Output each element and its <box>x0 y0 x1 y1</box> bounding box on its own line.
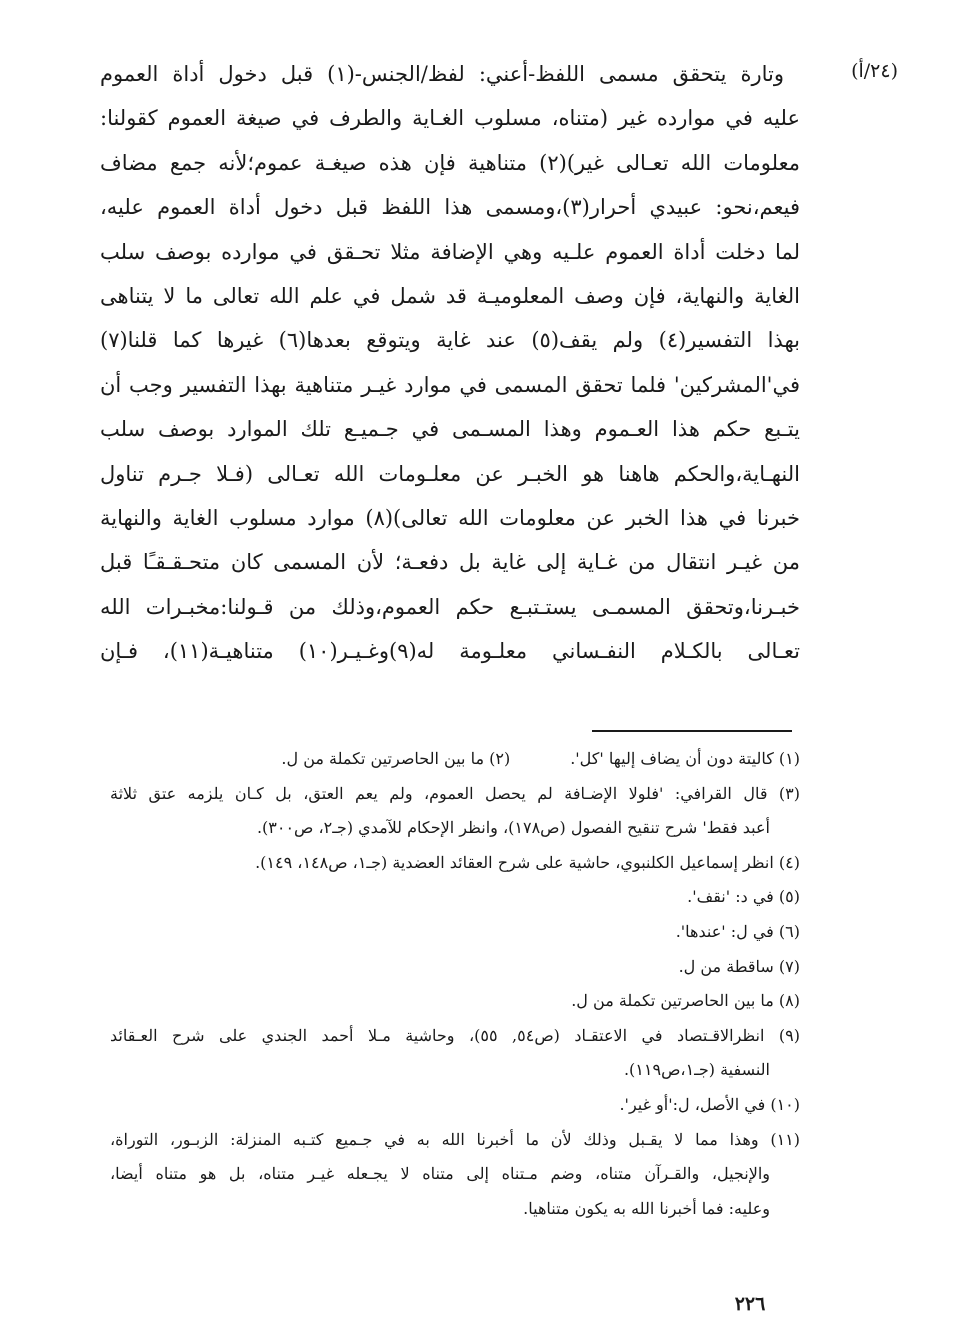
footnote-11-continued: وعليه: فما أخبرنا الله به يكون متناهيا. <box>523 1198 770 1218</box>
footnote-6: (٦) في ل: 'عندها'. <box>675 921 800 941</box>
footnote-11-continued: والإنجيل، والقـرآن متناه، وضم مـتناه إلى متناه لا يجـعله غيـر متناه، بل هو متناه أيضا، <box>110 1164 770 1184</box>
footnote-9: (٩) انظرالاقـتصاد في الاعتقـاد (ص٥٤, ٥٥)، وحاشية مـلا أحمد الجندي على شرح العـقائد <box>110 1025 800 1045</box>
main-text-body <box>100 52 800 673</box>
footnote-3-continued: أعبد فقط' شرح تنقيح الفصول (ص١٧٨)، وانظر الإحكام للآمدي (جـ٢، ص٣٠٠). <box>256 818 770 838</box>
footnote-4: (٤) انظر إسماعيل الكلنبوي، حاشية على شرح العقائد العضدية (جـ١، ص١٤٨، ١٤٩). <box>255 852 800 872</box>
main-text-line: في'المشركين' فلما تحقق المسمى في موارد غيـر متناهية بهذا التفسير وجب أن <box>100 372 800 397</box>
footnote-8: (٨) ما بين الحاصرتين تكملة من ل. <box>571 991 800 1011</box>
footnote-7: (٧) ساقطة من ل. <box>678 956 800 976</box>
main-text-line: تعـالى بالكـلام النفـساني معلـومة له(٩)وغـيـر(١٠) متناهيـة(١١)، فـإن <box>100 639 800 664</box>
main-text-line: بهذا التفسير(٤) ولم يقف(٥) عند غاية ويتوقع بعدها(٦) غيرها كما قلنا(٧) <box>100 328 800 353</box>
footnotes-section <box>110 742 800 1226</box>
main-text-line: لما دخلت أداة العموم علـيه وهي الإضافة مثلا تحـقق في موارده بوصف سلب <box>100 239 800 264</box>
footnote-divider <box>592 730 792 732</box>
main-text-line: خبـرنا،وتحقق المسمـى يستـتبـع حكم العموم،وذلك من قـولنا:مخبـرات الله <box>100 594 800 619</box>
footnote-10: (١٠) في الأصل، ل:'أو غير'. <box>619 1094 800 1114</box>
footnote-5: (٥) في د: 'نقف'. <box>687 887 800 907</box>
footnote-11: (١١) وهذا مما لا يقـبل وذلك لأن ما أخبرنا الله به في جـميع كتـبه المنزلة: الزبـور، التوراة، <box>110 1129 800 1149</box>
main-text-line: خبرنا في هذا الخبر عن معلومات الله تعالى)(٨) موارد مسلوب الغاية والنهاية <box>100 505 800 530</box>
footnote-2: (٢) ما بين الحاصرتين تكملة من ل. <box>281 749 511 768</box>
main-text-line: الغاية والنهاية، فإن وصف المعلوميـة قد شمل في علم الله تعالى ما لا يتناهى <box>100 283 800 308</box>
folio-marker: (٢٤/أ) <box>851 60 898 82</box>
main-text-line: النهـاية،والحكم هاهنا هو الخبـر عن معلـومات الله تعـالى (فـلا جـرم تناول <box>100 461 800 486</box>
page-number: ٢٢٦ <box>734 1293 766 1315</box>
footnote-9-continued: النسفية (جـ١،ص١١٩). <box>623 1060 770 1080</box>
main-text-line: فيعم،نحو: عبيدي أحرار(٣)،ومسمى هذا اللفظ قبل دخول أداة العموم عليه، <box>100 195 800 220</box>
main-text-line: معلومات الله تعـالى غير)(٢) متناهية فإن هذه صيغـة عموم؛لأنه جمع مضاف <box>100 150 800 175</box>
footnote-row <box>110 742 800 777</box>
footnote-1: (١) كاليتة دون أن يضاف إليها 'كل'. <box>570 749 800 768</box>
main-text-line: يتـبع حكم هذا العـموم وهذا المسـمى في جـميـع تلك الموارد بوصف سلب <box>100 417 800 442</box>
main-text-line: عليه في موارده غير (متناه، مسلوب الغـاية والطرف في صيغة العموم كقولنا: <box>100 106 800 131</box>
main-text-line: وتارة يتحقق مسمى اللفظ-أعني: لفظ/الجنس-(١) قبل دخول أداة العموم <box>100 62 784 86</box>
main-text-line: من غيـر انتقال من غـاية إلى غاية بل دفعـة؛ لأن المسمى كان متحـقـقـًا قبل <box>100 550 800 575</box>
footnote-3: (٣) قال القرافي: 'فلولا الإضـافة لم يحصل العموم، ولم يعم العتق، بل كـان يلزمه عتق ثلاثة <box>110 783 800 803</box>
